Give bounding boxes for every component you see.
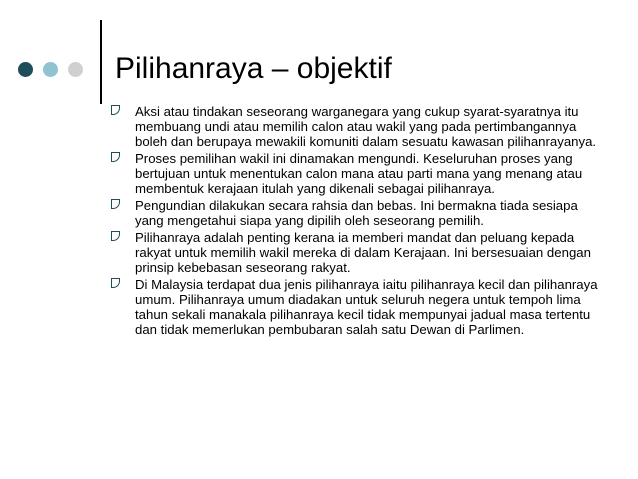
bullet-text: Proses pemilihan wakil ini dinamakan mengundi. Keseluruhan proses yang bertujuan untuk menentukan calon mana atau parti mana yang menang atau membentuk kerajaan itulah yang dikenali sebagai pilihanraya. <box>135 151 583 196</box>
bullet-text: Di Malaysia terdapat dua jenis pilihanraya iaitu pilihanraya kecil dan pilihanraya umum. Pilihanraya umum diadakan untuk seluruh negera untuk tempoh lima tahun sekali manakala pilihanraya kecil tidak mempunyai jadual masa tertentu dan tidak memerlukan pembubaran salah satu Dewan di Parlimen. <box>135 277 598 337</box>
bullet-item <box>108 277 608 337</box>
title-divider-line <box>100 20 102 104</box>
bullet-text: Pengundian dilakukan secara rahsia dan bebas. Ini bermakna tiada sesiapa yang mengetahui siapa yang dipilih oleh seseorang pemilih. <box>135 198 578 228</box>
bullet-marker-icon <box>111 278 120 288</box>
decorative-dots <box>18 62 83 77</box>
bullet-marker-icon <box>111 199 120 209</box>
dark-teal-dot-icon <box>18 62 33 77</box>
bullet-marker-icon <box>111 152 120 162</box>
slide-title: Pilihanraya – objektif <box>115 52 392 85</box>
bullet-item <box>108 230 608 275</box>
bullet-item <box>108 198 608 228</box>
bullet-list <box>108 104 608 339</box>
bullet-item <box>108 151 608 196</box>
bullet-text: Aksi atau tindakan seseorang warganegara yang cukup syarat-syaratnya itu membuang undi atau memilih calon atau wakil yang pada pertimbangannya boleh dan berupaya mewakili komuniti dalam sesuatu kawasan pilihanrayanya. <box>135 104 597 149</box>
grey-dot-icon <box>68 62 83 77</box>
light-blue-dot-icon <box>43 62 58 77</box>
bullet-item <box>108 104 608 149</box>
bullet-marker-icon <box>111 105 120 115</box>
bullet-marker-icon <box>111 231 120 241</box>
bullet-text: Pilihanraya adalah penting kerana ia memberi mandat dan peluang kepada rakyat untuk memilih wakil mereka di dalam Kerajaan. Ini bersesuaian dengan prinsip kebebasan seseorang rakyat. <box>135 230 591 275</box>
